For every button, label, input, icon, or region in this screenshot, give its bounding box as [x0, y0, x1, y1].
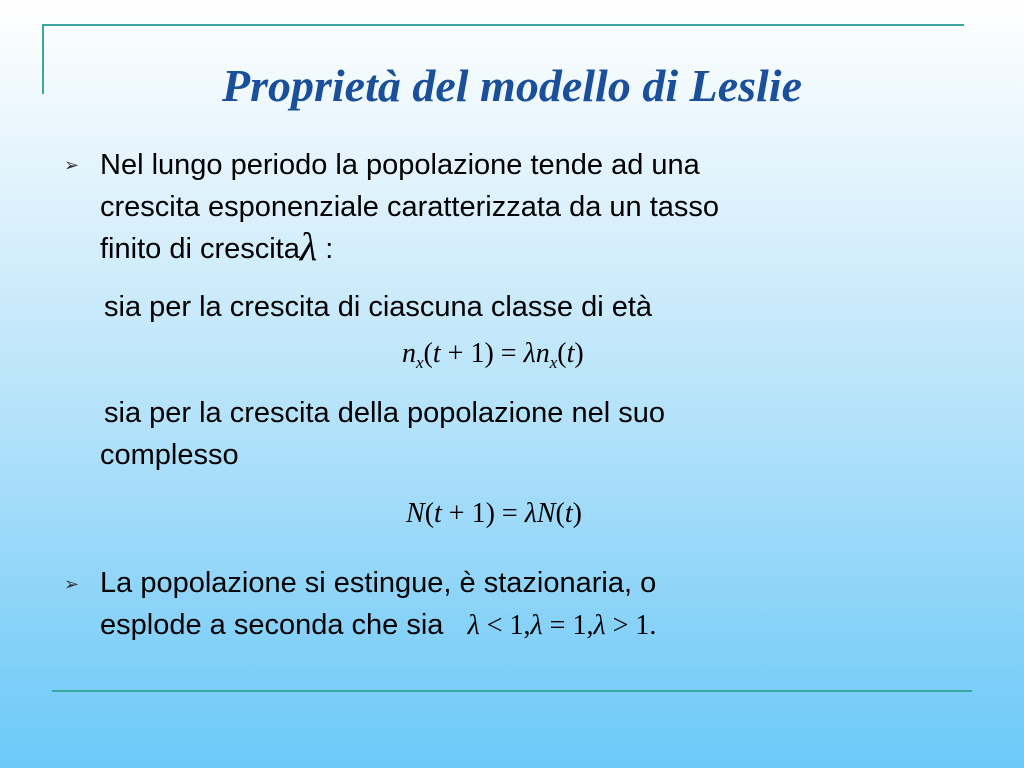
- bullet-2-text: [100, 562, 900, 647]
- formula-2: [406, 498, 582, 530]
- sub-2-line-2: complesso: [100, 439, 239, 471]
- bullet-2-line-1: La popolazione si estingue, è stazionaria, o: [100, 567, 657, 599]
- bullet-2-line-2-prefix: esplode a seconda che sia: [100, 609, 444, 641]
- arrowhead-bullet-icon: ➢: [64, 155, 80, 176]
- bullet-1-line-3-prefix: finito di crescita: [100, 233, 300, 265]
- bullet-2-line-2: [100, 604, 900, 647]
- bottom-divider-line: [52, 690, 972, 692]
- sub-2-line-1: sia per la crescita della popolazione nel suo: [104, 397, 666, 429]
- bullet-1-text: [100, 144, 900, 270]
- sub-2-text: [100, 392, 900, 476]
- bullet-1-line-1: Nel lungo periodo la popolazione tende ad una: [100, 149, 700, 181]
- sub-1-text: sia per la crescita di ciascuna classe di età: [104, 291, 653, 323]
- bullet-1-line-3-suffix: :: [317, 233, 334, 265]
- lambda-symbol: λ: [299, 224, 318, 269]
- slide-title: Proprietà del modello di Leslie: [221, 60, 802, 111]
- formula-2-text: N(t + 1) = λN(t): [406, 498, 582, 529]
- condition-formula: λ < 1,λ = 1,λ > 1.: [467, 610, 657, 641]
- bullet-1-line-3: [100, 224, 900, 270]
- formula-1-text: $n_x(t + 1) = \lambda n_x(t)$: [402, 338, 584, 372]
- bullet-1-line-2: crescita esponenziale caratterizzata da un tasso: [100, 191, 720, 223]
- arrowhead-bullet-icon: ➢: [64, 574, 80, 595]
- formula-1: [402, 338, 584, 373]
- top-frame-line: [42, 24, 964, 26]
